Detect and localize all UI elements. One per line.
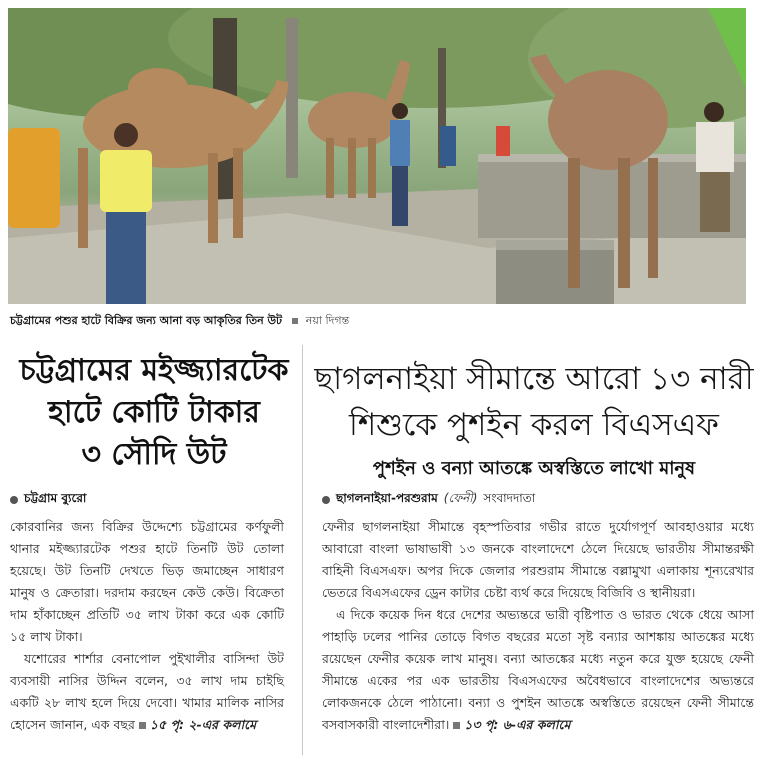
right-paragraph-2-text: এ দিকে কয়েক দিন ধরে দেশের অভ্যন্তরে ভারী বৃষ্টিপাত ও ভারত থেকে ধেয়ে আসা পাহাড়ি ঢলের পানির তোড়ে বিগত বছরের মতো সৃষ্ট বন্যার আশঙ্কায় আতঙ্কের মধ্যে রয়েছেন ফেনীর কয়েক লাখ মানুষ। বন্যা আতঙ্কের মধ্যে নতুন করে যুক্ত হয়েছে ফেনী সীমান্তে একের পর এক ভারতীয় বিএসএফের অবৈধভাবে বাংলাদেশের অভ্যন্তরে লোকজনকে ঠেলে পাঠানো। বন্যা ও পুশইন আতঙ্কে অস্বস্তিতে রয়েছেন ফেনী সীমান্তে বসবাসকারী বাংলাদেশীরা। bbox=[322, 607, 754, 732]
photo-credit: নয়া দিগন্ত bbox=[305, 314, 350, 327]
left-paragraph-2 bbox=[10, 648, 284, 736]
byline-dot-icon bbox=[322, 496, 330, 504]
camel-market-illustration bbox=[8, 8, 746, 304]
right-byline-place: ছাগলনাইয়া-পরশুরাম bbox=[336, 491, 438, 505]
left-headline bbox=[8, 350, 300, 476]
right-paragraph-2 bbox=[322, 604, 754, 736]
left-jump-link[interactable]: ১৫ পৃ: ২-এর কলামে bbox=[149, 717, 257, 732]
left-paragraph-2-text: যশোরের শার্শার বেনাপোল পুইখালীর বাসিন্দা উট ব্যবসায়ী নাসির উদ্দিন বলেন, ৩৫ লাখ দাম চাইছি একটি ২৮ লাখ হলে দিয়ে দেবো। খামার মালিক নাসির হোসেন জানান, এক বছর bbox=[10, 651, 284, 732]
column-divider bbox=[302, 345, 303, 755]
right-byline bbox=[322, 490, 535, 510]
right-headline-line-2: শিশুকে পুশইন করল বিএসএফ bbox=[349, 407, 719, 443]
right-byline-role: সংবাদদাতা bbox=[483, 491, 536, 505]
right-headline-line-1: ছাগলনাইয়া সীমান্তে আরো ১৩ নারী bbox=[314, 361, 754, 397]
photo-caption bbox=[10, 312, 349, 331]
left-headline-line-2: হাটে কোটি টাকার bbox=[48, 395, 260, 430]
left-body bbox=[10, 516, 284, 736]
left-headline-line-3: ৩ সৌদি উট bbox=[81, 437, 227, 472]
right-headline bbox=[314, 356, 754, 448]
jump-marker-icon bbox=[139, 722, 146, 729]
left-byline-text: চট্টগ্রাম ব্যুরো bbox=[24, 491, 87, 505]
caption-text: চট্টগ্রামের পশুর হাটে বিক্রির জন্য আনা বড় আকৃতির তিন উট bbox=[10, 314, 283, 327]
right-subheadline: পুশইন ও বন্যা আতঙ্কে অস্বস্তিতে লাখো মানুষ bbox=[372, 458, 696, 479]
credit-marker bbox=[292, 318, 298, 324]
left-byline bbox=[10, 490, 86, 510]
right-jump-link[interactable]: ১৩ পৃ: ৬-এর কলামে bbox=[464, 717, 571, 732]
right-body bbox=[322, 516, 754, 736]
right-paragraph-1: ফেনীর ছাগলনাইয়া সীমান্তে বৃহস্পতিবার গভীর রাতে দুর্যোগপূর্ণ আবহাওয়ার মধ্যে আবারো বাংলা ভাষাভাষী ১৩ জনকে বাংলাদেশে ঠেলে দিয়েছে ভারতীয় সীমান্তরক্ষী বাহিনী বিএসএফ। অপর দিকে জেলার পরশুরাম সীমান্তে বল্লামুখা এলাকায় শূন্যরেখার ভেতরে বিএসএফের ড্রেন কাটার চেষ্টা ব্যর্থ করে দিয়েছে বিজিবি ও স্থানীয়রা। bbox=[322, 519, 754, 600]
right-byline-district: (ফেনী) bbox=[443, 491, 478, 505]
left-paragraph-1: কোরবানির জন্য বিক্রির উদ্দেশ্যে চট্টগ্রামের কর্ণফুলী থানার মইজ্জ্যারটেক পশুর হাটে তিনটি উট তোলা হয়েছে। উট তিনটি দেখতে ভিড় জমাচ্ছেন সাধারণ মানুষ ও ক্রেতারা। দরদাম করছেন কেউ কেউ। বিক্রেতা দাম হাঁকাচ্ছেন প্রতিটি ৩৫ লাখ টাকা করে এক কোটি ১৫ লাখ টাকা। bbox=[10, 519, 284, 644]
news-photo bbox=[8, 8, 746, 304]
left-headline-line-1: চট্টগ্রামের মইজ্জ্যারটেক bbox=[19, 353, 289, 388]
byline-dot-icon bbox=[10, 496, 18, 504]
jump-marker-icon bbox=[453, 722, 460, 729]
